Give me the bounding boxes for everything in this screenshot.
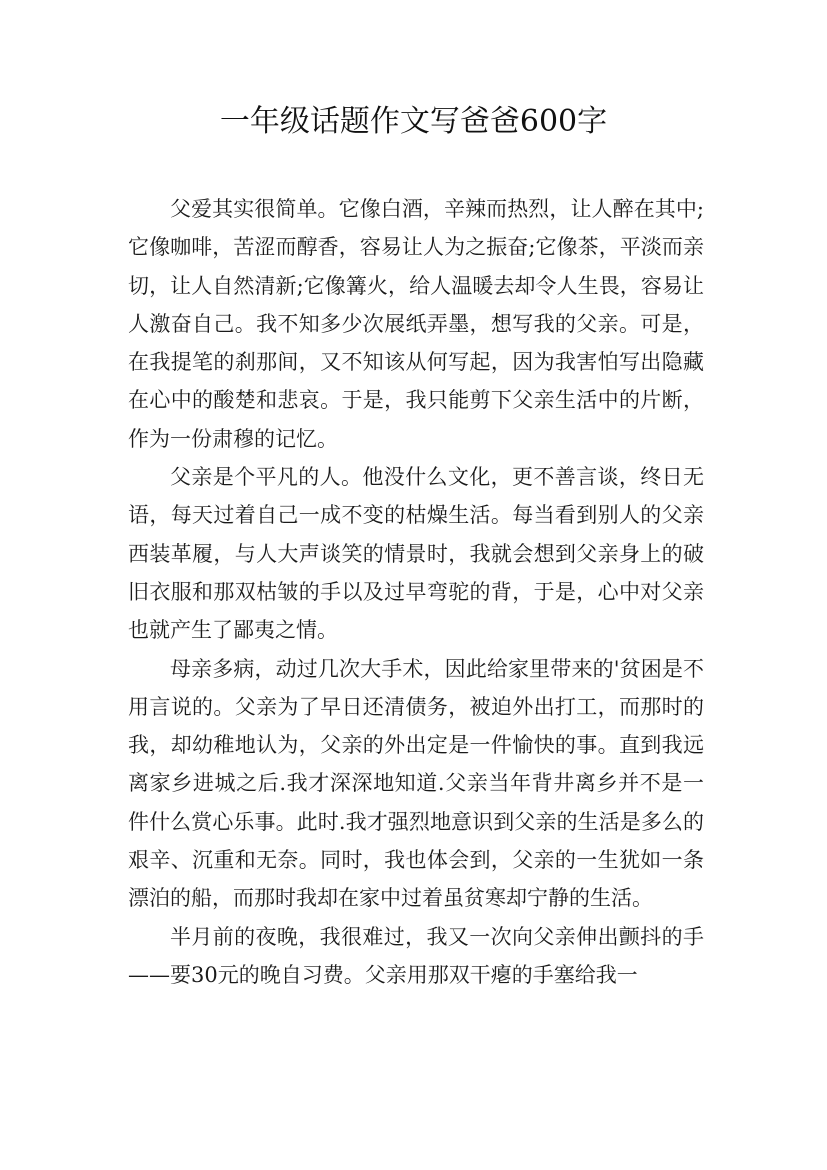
document-body xyxy=(128,190,704,994)
document-title: 一年级话题作文写爸爸600字 xyxy=(219,104,608,139)
paragraph-1: 父爱其实很简单。它像白酒，辛辣而热烈，让人醉在其中;它像咖啡，苦涩而醇香，容易让人为之振奋;它像茶，平淡而亲切，让人自然清新;它像篝火，给人温暖去却令人生畏，容易让人激奋自己。我不知多少次展纸弄墨，想写我的父亲。可是，在我提笔的刹那间，又不知该从何写起，因为我害怕写出隐藏在心中的酸楚和悲哀。于是，我只能剪下父亲生活中的片断，作为一份肃穆的记忆。 xyxy=(128,197,704,451)
paragraph-2: 父亲是个平凡的人。他没什么文化，更不善言谈，终日无语，每天过着自己一成不变的枯燥生活。每当看到别人的父亲西装革履，与人大声谈笑的情景时，我就会想到父亲身上的破旧衣服和那双枯皱的手以及过早弯驼的背，于是，心中对父亲也就产生了鄙夷之情。 xyxy=(128,465,704,643)
paragraph-4: 半月前的夜晚，我很难过，我又一次向父亲伸出颤抖的手——要30元的晚自习费。父亲用那双干瘪的手塞给我一 xyxy=(128,924,704,987)
paragraph-3: 母亲多病，动过几次大手术，因此给家里带来的'贫困是不用言说的。父亲为了早日还清债务，被迫外出打工，而那时的我，却幼稚地认为，父亲的外出定是一件愉快的事。直到我远离家乡进城之后.我才深深地知道.父亲当年背井离乡并不是一件什么赏心乐事。此时.我才强烈地意识到父亲的生活是多么的艰辛、沉重和无奈。同时，我也体会到，父亲的一生犹如一条漂泊的船，而那时我却在家中过着虽贫寒却宁静的生活。 xyxy=(128,656,704,911)
